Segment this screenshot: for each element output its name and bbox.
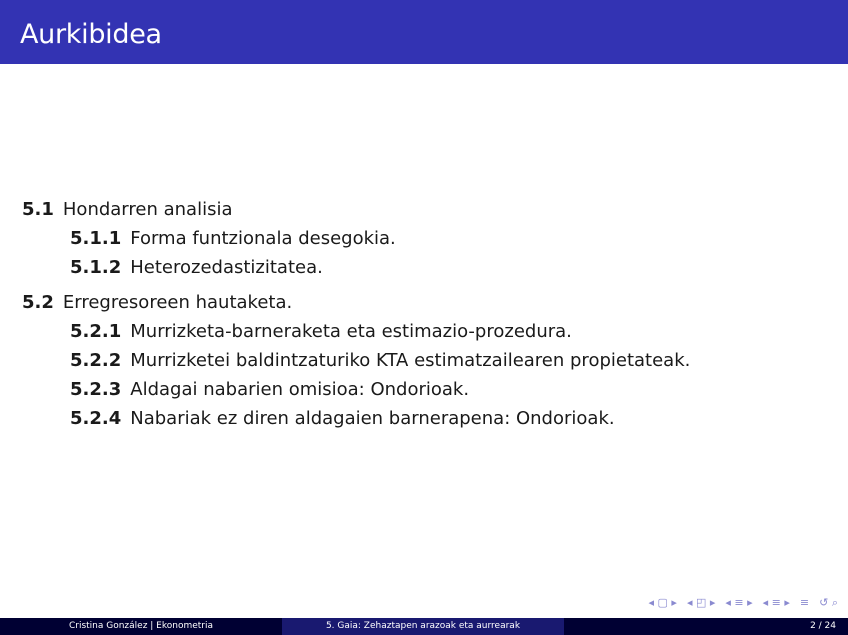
toc-entry-5-2-2[interactable] [70,346,690,375]
nav-section-icon[interactable]: ◂ ≡ ▸ [725,596,753,609]
table-of-contents [22,195,690,433]
toc-text: Nabariak ez diren aldagaien barnerapena: Ondorioak. [130,408,615,429]
toc-number: 5.2.4 [70,408,122,429]
nav-doc-icon[interactable]: ◂ ≡ ▸ [762,596,790,609]
toc-entry-5-2[interactable] [22,288,690,317]
toc-text: Aldagai nabarien omisioa: Ondorioak. [130,379,470,400]
toc-text: Murrizketei baldintzaturiko KTA estimatzailearen propietateak. [130,350,691,371]
footer-section: 5. Gaia: Zehaztapen arazoak eta aurrearak [282,618,564,635]
toc-number: 5.2.3 [70,379,122,400]
toc-number: 5.1.2 [70,257,122,278]
toc-text: Murrizketa-barneraketa eta estimazio-prozedura. [130,321,572,342]
footer-page-number: 2 / 24 [564,618,848,635]
toc-entry-5-1-2[interactable] [70,253,690,282]
navigation-symbols [649,596,839,610]
toc-text: Heterozedastizitatea. [130,257,323,278]
toc-entry-5-2-4[interactable] [70,404,690,433]
nav-align-icon[interactable]: ≡ [799,596,810,609]
toc-number: 5.1 [22,199,54,220]
nav-frame-icon[interactable]: ◂ ▢ ▸ [648,596,677,609]
frame-title: Aurkibidea [0,0,848,64]
nav-search-icon[interactable]: ↺ ⌕ [819,596,838,609]
footline [0,618,848,635]
toc-entry-5-1-1[interactable] [70,224,690,253]
toc-number: 5.1.1 [70,228,122,249]
footer-author: Cristina González | Ekonometria [0,618,282,635]
toc-text: Erregresoreen hautaketa. [62,292,293,313]
toc-number: 5.2 [22,292,54,313]
toc-entry-5-2-3[interactable] [70,375,690,404]
toc-number: 5.2.2 [70,350,122,371]
toc-text: Forma funtzionala desegokia. [130,228,396,249]
toc-entry-5-1[interactable] [22,195,690,224]
toc-number: 5.2.1 [70,321,122,342]
toc-entry-5-2-1[interactable] [70,317,690,346]
toc-text: Hondarren analisia [62,199,233,220]
nav-subsection-icon[interactable]: ◂ ◰ ▸ [686,596,716,609]
